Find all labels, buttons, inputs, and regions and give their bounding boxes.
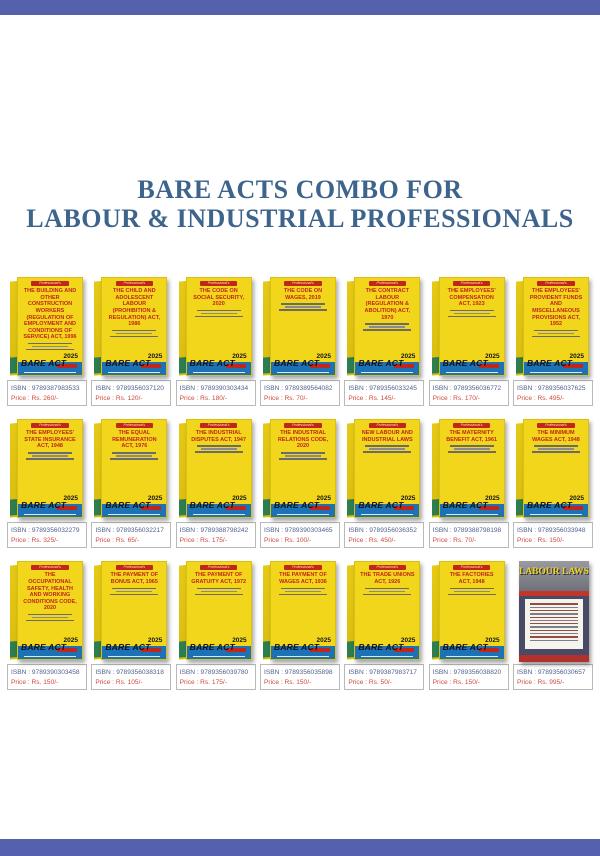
bare-act-brand: BARE ACT: [189, 642, 235, 653]
book-item: [89, 277, 173, 406]
price-text: Price : Rs. 150/-: [11, 678, 59, 686]
price-text: Price : Rs. 260/-: [11, 394, 59, 402]
edition-year: 2025: [569, 495, 584, 503]
book-row: [5, 561, 595, 690]
cover-text-lines: [524, 330, 588, 338]
book-cover: [178, 277, 254, 378]
price-text: Price : Rs. 170/-: [432, 394, 480, 402]
book-spine: [10, 423, 17, 518]
publisher-line: [361, 514, 413, 516]
bare-act-brand: BARE ACT: [105, 500, 151, 511]
book-cover: [431, 277, 507, 378]
publisher-line: [446, 372, 498, 374]
cover-text-lines: [440, 445, 504, 453]
isbn-text: ISBN : 9789356038820: [432, 669, 502, 677]
bare-act-brand: BARE ACT: [358, 642, 404, 653]
bare-act-brand: BARE ACT: [526, 358, 573, 369]
book-title: THE TRADE UNIONS ACT, 1926: [360, 572, 415, 585]
book-spine: [263, 423, 270, 518]
edition-year: 2025: [316, 353, 331, 361]
cover-text-lines: [355, 445, 419, 453]
publisher-line: [193, 372, 245, 374]
isbn-text: ISBN : 9789356033948: [516, 527, 586, 535]
book-spine: [516, 281, 523, 376]
publisher-line: [361, 372, 413, 374]
book-front-cover: [354, 419, 420, 518]
isbn-price-label: [344, 380, 424, 406]
book-title: THE EMPLOYEES' PROVIDENT FUNDS AND MISCELLANEOUS PROVISIONS ACT, 1952: [529, 288, 583, 328]
book-cover: [262, 277, 338, 378]
isbn-text: ISBN : 9789388798198: [432, 527, 502, 535]
publisher-band: Professional's: [453, 423, 490, 428]
book-spine: [94, 565, 101, 660]
cover-photo: [519, 561, 589, 591]
book-item: [511, 419, 595, 548]
book-item: [5, 419, 89, 548]
edition-year: 2025: [485, 637, 500, 645]
isbn-text: ISBN : 9789390303434: [179, 385, 249, 393]
publisher-band: Professional's: [116, 565, 153, 570]
isbn-price-label: [513, 664, 593, 690]
book-spine: [94, 281, 101, 376]
isbn-text: ISBN : 9789356033245: [348, 385, 417, 393]
book-title: THE CODE ON WAGES, 2019: [283, 288, 323, 301]
publisher-band: Professional's: [453, 565, 490, 570]
price-text: Price : Rs. 70/-: [432, 536, 477, 544]
book-cover: [431, 419, 507, 520]
page-title-line1: BARE ACTS COMBO FOR: [137, 175, 463, 204]
publisher-band: Professional's: [116, 281, 153, 286]
isbn-text: ISBN : 9789356035898: [263, 669, 333, 677]
isbn-price-label: [513, 522, 593, 548]
publisher-line: [193, 514, 245, 516]
isbn-price-label: [7, 522, 87, 548]
publisher-band: Professional's: [200, 423, 237, 428]
isbn-price-label: [513, 380, 593, 406]
price-text: Price : Rs. 70/-: [263, 394, 308, 402]
book-title: THE PAYMENT OF BONUS ACT, 1965: [110, 572, 159, 585]
edition-year: 2025: [316, 495, 331, 503]
isbn-text: ISBN : 9789356030657: [516, 669, 586, 677]
bare-act-brand: BARE ACT: [526, 500, 573, 511]
book-spine: [516, 423, 523, 518]
bottom-red-band: [519, 655, 589, 662]
isbn-price-label: [91, 522, 171, 548]
isbn-price-label: [91, 664, 171, 690]
book-spine: [179, 281, 186, 376]
publisher-line: [24, 656, 76, 658]
cover-text-lines: [187, 588, 251, 596]
book-cover: [93, 277, 169, 378]
isbn-price-label: [429, 664, 509, 690]
publisher-line: [24, 514, 76, 516]
cover-text-lines: [440, 588, 504, 596]
book-cover: [93, 561, 169, 662]
isbn-text: ISBN : 9789390303458: [11, 669, 80, 677]
bare-act-brand: BARE ACT: [358, 358, 404, 369]
book-item: [174, 277, 258, 406]
book-title: THE FACTORIES ACT, 1948: [449, 572, 494, 585]
book-front-cover: [186, 561, 252, 660]
cover-text-lines: [271, 588, 335, 596]
book-item: [427, 419, 511, 548]
book-front-cover: [17, 419, 83, 518]
edition-year: 2025: [569, 353, 584, 361]
book-cover: [515, 419, 591, 520]
bare-act-brand: BARE ACT: [105, 642, 151, 653]
cover-text-lines: [524, 445, 588, 453]
publisher-band: Professional's: [31, 565, 68, 570]
bare-act-brand: BARE ACT: [189, 358, 235, 369]
book-item: [258, 277, 342, 406]
isbn-price-label: [344, 664, 424, 690]
book-front-cover: [186, 277, 252, 376]
book-title: THE PAYMENT OF GRATUITY ACT, 1972: [191, 572, 247, 585]
bare-act-brand: BARE ACT: [21, 358, 67, 369]
edition-year: 2025: [63, 353, 78, 361]
book-title: THE CONTRACT LABOUR (REGULATION & ABOLITION) ACT, 1970: [364, 288, 411, 321]
edition-year: 2025: [232, 353, 247, 361]
book-front-cover: [270, 277, 336, 376]
bare-act-brand: BARE ACT: [358, 500, 404, 511]
book-title: LABOUR LAWS: [518, 567, 589, 578]
book-item: [342, 419, 426, 548]
cover-text-lines: [271, 452, 335, 460]
book-spine: [179, 423, 186, 518]
book-cover: [9, 561, 85, 662]
book-front-cover-dark: [519, 561, 589, 662]
book-cover: [178, 561, 254, 662]
price-text: Price : Rs. 325/-: [11, 536, 59, 544]
isbn-price-label: [260, 380, 340, 406]
book-item: [89, 419, 173, 548]
book-cover: [515, 277, 591, 378]
top-accent-bar: [0, 0, 600, 15]
bare-act-brand: BARE ACT: [273, 500, 320, 511]
isbn-text: ISBN : 9789356037625: [516, 385, 586, 393]
publisher-band: Professional's: [369, 423, 406, 428]
bare-act-brand: BARE ACT: [273, 642, 320, 653]
price-text: Price : Rs. 495/-: [516, 394, 565, 402]
bare-act-brand: BARE ACT: [21, 642, 67, 653]
book-spine: [432, 281, 439, 376]
isbn-price-label: [176, 522, 256, 548]
book-item: [511, 277, 595, 406]
isbn-text: ISBN : 9789356036772: [432, 385, 502, 393]
book-title: THE OCCUPATIONAL SAFETY, HEALTH AND WORKING CONDITIONS CODE, 2020: [23, 572, 77, 612]
isbn-text: ISBN : 9789390303465: [263, 527, 333, 535]
publisher-band: Professional's: [537, 281, 574, 286]
book-item: [174, 419, 258, 548]
price-text: Price : Rs. 450/-: [348, 536, 396, 544]
publisher-line: [446, 514, 498, 516]
book-cover: [513, 561, 593, 662]
price-text: Price : Rs. 150/-: [432, 678, 480, 686]
isbn-price-label: [344, 522, 424, 548]
cover-text-lines: [187, 310, 251, 318]
cover-text-lines: [187, 445, 251, 453]
cover-text-lines: [102, 588, 166, 596]
isbn-text: ISBN : 9789356037120: [95, 385, 164, 393]
isbn-text: ISBN : 9789356038318: [95, 669, 164, 677]
cover-text-lines: [271, 303, 335, 311]
price-text: Price : Rs. 175/-: [179, 678, 227, 686]
price-text: Price : Rs. 50/-: [348, 678, 392, 686]
publisher-band: Professional's: [284, 565, 321, 570]
price-text: Price : Rs. 65/-: [95, 536, 139, 544]
publisher-line: [108, 372, 160, 374]
publisher-band: Professional's: [284, 423, 321, 428]
isbn-text: ISBN : 9789389564082: [263, 385, 333, 393]
book-front-cover: [101, 277, 167, 376]
isbn-price-label: [176, 380, 256, 406]
publisher-line: [530, 372, 582, 374]
book-item: [258, 561, 342, 690]
book-front-cover: [354, 561, 420, 660]
book-cover: [9, 419, 85, 520]
edition-year: 2025: [485, 495, 500, 503]
cover-text-lines: [440, 310, 504, 318]
book-spine: [179, 565, 186, 660]
price-text: Price : Rs. 150/-: [516, 536, 565, 544]
book-item: [5, 277, 89, 406]
edition-year: 2025: [400, 353, 416, 361]
book-title: THE CHILD AND ADOLESCENT LABOUR (PROHIBITION & REGULATION) ACT, 1986: [108, 288, 160, 328]
publisher-band: Professional's: [200, 281, 237, 286]
price-text: Price : Rs. 180/-: [179, 394, 227, 402]
isbn-text: ISBN : 9789356032279: [11, 527, 80, 535]
isbn-text: ISBN : 9789388798242: [179, 527, 249, 535]
book-item: [427, 561, 511, 690]
book-item: [258, 419, 342, 548]
book-item: [342, 277, 426, 406]
cover-text-lines: [355, 323, 419, 331]
isbn-price-label: [7, 664, 87, 690]
price-text: Price : Rs. 150/-: [263, 678, 312, 686]
book-spine: [432, 423, 439, 518]
edition-year: 2025: [63, 495, 78, 503]
isbn-text: ISBN : 9789387983717: [348, 669, 417, 677]
books-grid: [0, 277, 600, 690]
page-title-line2: LABOUR & INDUSTRIAL PROFESSIONALS: [26, 203, 574, 233]
publisher-band: Professional's: [369, 565, 406, 570]
book-title: THE INDUSTRIAL RELATIONS CODE, 2020: [277, 430, 329, 450]
cover-text-lines: [102, 330, 166, 338]
price-text: Price : Rs. 120/-: [95, 394, 143, 402]
edition-year: 2025: [147, 637, 163, 645]
publisher-line: [361, 656, 413, 658]
isbn-text: ISBN : 9789356039780: [179, 669, 249, 677]
book-front-cover: [439, 561, 505, 660]
publisher-line: [193, 656, 245, 658]
edition-year: 2025: [147, 495, 163, 503]
book-spine: [10, 281, 17, 376]
book-title: THE EMPLOYEES' COMPENSATION ACT, 1923: [447, 288, 496, 308]
publisher-band: Professional's: [453, 281, 490, 286]
bare-act-brand: BARE ACT: [442, 358, 488, 369]
cover-text-lines: [102, 452, 166, 460]
book-front-cover: [17, 277, 83, 376]
book-title: THE INDUSTRIAL DISPUTES ACT, 1947: [191, 430, 247, 443]
bare-act-brand: BARE ACT: [442, 500, 488, 511]
book-spine: [10, 565, 17, 660]
book-front-cover: [439, 419, 505, 518]
book-front-cover: [354, 277, 420, 376]
contents-panel: [525, 599, 583, 649]
edition-year: 2025: [232, 495, 247, 503]
page-title: [0, 0, 600, 233]
book-front-cover: [523, 419, 589, 518]
publisher-band: Professional's: [369, 281, 406, 286]
edition-year: 2025: [232, 637, 247, 645]
publisher-band: Professional's: [200, 565, 237, 570]
book-front-cover: [270, 561, 336, 660]
book-spine: [347, 565, 354, 660]
book-front-cover: [523, 277, 589, 376]
isbn-price-label: [260, 522, 340, 548]
book-title: THE PAYMENT OF WAGES ACT, 1936: [279, 572, 327, 585]
book-cover: [262, 419, 338, 520]
edition-year: 2025: [400, 495, 416, 503]
cover-text-lines: [18, 343, 82, 351]
publisher-band: Professional's: [284, 281, 321, 286]
price-text: Price : Rs. 995/-: [516, 678, 565, 686]
isbn-price-label: [176, 664, 256, 690]
book-spine: [347, 281, 354, 376]
bare-act-brand: BARE ACT: [21, 500, 67, 511]
book-cover: [93, 419, 169, 520]
publisher-band: Professional's: [31, 281, 68, 286]
book-cover: [346, 419, 422, 520]
book-spine: [347, 423, 354, 518]
bare-act-brand: BARE ACT: [442, 642, 488, 653]
book-cover: [431, 561, 507, 662]
price-text: Price : Rs. 105/-: [95, 678, 143, 686]
book-front-cover: [17, 561, 83, 660]
price-text: Price : Rs. 175/-: [179, 536, 227, 544]
isbn-price-label: [429, 380, 509, 406]
book-cover: [262, 561, 338, 662]
bare-act-brand: BARE ACT: [189, 500, 235, 511]
book-front-cover: [101, 419, 167, 518]
book-title: THE CODE ON SOCIAL SECURITY, 2020: [193, 288, 245, 308]
red-band: [519, 591, 589, 596]
publisher-line: [277, 656, 329, 658]
publisher-line: [108, 514, 160, 516]
edition-year: 2025: [400, 637, 416, 645]
publisher-line: [277, 514, 329, 516]
book-spine: [263, 281, 270, 376]
book-title: NEW LABOUR AND INDUSTRIAL LAWS: [361, 430, 413, 443]
book-title: THE EMPLOYEES' STATE INSURANCE ACT, 1948: [24, 430, 76, 450]
price-text: Price : Rs. 100/-: [263, 536, 312, 544]
book-title: THE BUILDING AND OTHER CONSTRUCTION WORKERS (REGULATION OF EMPLOYMENT AND CONDITIONS OF SERVICE) ACT, 1996: [23, 288, 77, 341]
isbn-text: ISBN : 9789387983533: [11, 385, 80, 393]
cover-text-lines: [355, 588, 419, 596]
edition-year: 2025: [485, 353, 500, 361]
isbn-price-label: [260, 664, 340, 690]
book-front-cover: [186, 419, 252, 518]
edition-year: 2025: [147, 353, 163, 361]
isbn-price-label: [429, 522, 509, 548]
book-spine: [263, 565, 270, 660]
book-spine: [94, 423, 101, 518]
book-cover: [178, 419, 254, 520]
publisher-line: [530, 514, 582, 516]
price-text: Price : Rs. 145/-: [348, 394, 396, 402]
book-item: [427, 277, 511, 406]
publisher-line: [277, 372, 329, 374]
edition-year: 2025: [316, 637, 331, 645]
bare-act-brand: BARE ACT: [105, 358, 151, 369]
book-row: [5, 419, 595, 548]
publisher-line: [108, 656, 160, 658]
cover-text-lines: [18, 452, 82, 460]
book-cover: [9, 277, 85, 378]
publisher-line: [446, 656, 498, 658]
book-item: [342, 561, 426, 690]
isbn-price-label: [91, 380, 171, 406]
book-front-cover: [439, 277, 505, 376]
book-row: [5, 277, 595, 406]
isbn-text: ISBN : 9789356036352: [348, 527, 417, 535]
book-cover: [346, 277, 422, 378]
isbn-price-label: [7, 380, 87, 406]
publisher-line: [24, 372, 76, 374]
book-spine: [432, 565, 439, 660]
book-item: [5, 561, 89, 690]
bare-act-brand: BARE ACT: [273, 358, 320, 369]
isbn-text: ISBN : 9789356032217: [95, 527, 164, 535]
publisher-band: Professional's: [31, 423, 68, 428]
cover-text-lines: [18, 614, 82, 622]
book-front-cover: [270, 419, 336, 518]
bottom-accent-bar: [0, 839, 600, 856]
book-title: THE MINIMUM WAGES ACT, 1948: [532, 430, 580, 443]
book-front-cover: [101, 561, 167, 660]
publisher-band: Professional's: [116, 423, 153, 428]
book-title: THE EQUAL REMUNERATION ACT, 1976: [112, 430, 157, 450]
book-cover: [346, 561, 422, 662]
book-item: [511, 561, 595, 690]
book-title: THE MATERNITY BENEFIT ACT, 1961: [446, 430, 498, 443]
book-item: [89, 561, 173, 690]
edition-year: 2025: [63, 637, 78, 645]
book-item: [174, 561, 258, 690]
publisher-band: Professional's: [537, 423, 574, 428]
